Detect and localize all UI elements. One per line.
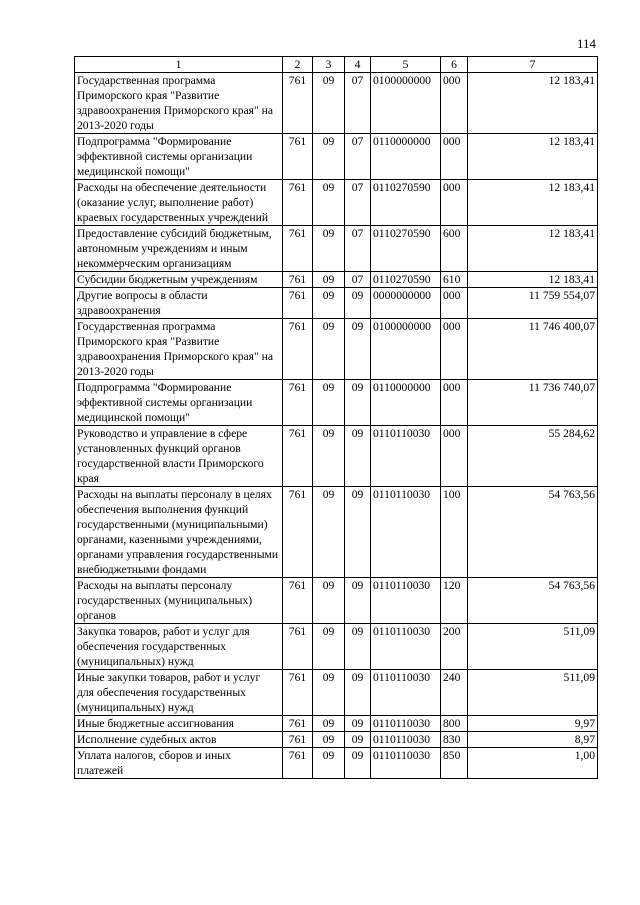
column-number-7: 7 xyxy=(468,57,598,73)
expense-name-cell: Руководство и управление в сфере установленных функций органов государственной власти Приморского края xyxy=(75,426,283,487)
section-code-cell: 09 xyxy=(313,748,345,779)
table-row xyxy=(75,624,598,670)
expense-name-cell: Субсидии бюджетным учреждениям xyxy=(75,272,283,288)
section-code-cell: 09 xyxy=(313,670,345,716)
subsection-code-cell: 09 xyxy=(345,670,371,716)
section-code-cell: 09 xyxy=(313,134,345,180)
expense-type-cell: 000 xyxy=(441,180,468,226)
grbs-code-cell: 761 xyxy=(283,716,313,732)
table-row xyxy=(75,272,598,288)
amount-cell: 54 763,56 xyxy=(468,487,598,578)
table-row xyxy=(75,134,598,180)
expense-name-cell: Подпрограмма "Формирование эффективной системы организации медицинской помощи" xyxy=(75,380,283,426)
section-code-cell: 09 xyxy=(313,716,345,732)
table-row xyxy=(75,578,598,624)
subsection-code-cell: 07 xyxy=(345,134,371,180)
target-article-cell: 0110110030 xyxy=(371,624,441,670)
grbs-code-cell: 761 xyxy=(283,380,313,426)
target-article-cell: 0110270590 xyxy=(371,180,441,226)
section-code-cell: 09 xyxy=(313,272,345,288)
section-code-cell: 09 xyxy=(313,226,345,272)
grbs-code-cell: 761 xyxy=(283,670,313,716)
expense-name-cell: Уплата налогов, сборов и иных платежей xyxy=(75,748,283,779)
target-article-cell: 0000000000 xyxy=(371,288,441,319)
amount-cell: 11 736 740,07 xyxy=(468,380,598,426)
table-row xyxy=(75,732,598,748)
table-row xyxy=(75,226,598,272)
subsection-code-cell: 09 xyxy=(345,732,371,748)
subsection-code-cell: 07 xyxy=(345,180,371,226)
table-row xyxy=(75,288,598,319)
expense-type-cell: 600 xyxy=(441,226,468,272)
grbs-code-cell: 761 xyxy=(283,180,313,226)
section-code-cell: 09 xyxy=(313,426,345,487)
amount-cell: 12 183,41 xyxy=(468,180,598,226)
amount-cell: 511,09 xyxy=(468,624,598,670)
target-article-cell: 0110270590 xyxy=(371,272,441,288)
grbs-code-cell: 761 xyxy=(283,732,313,748)
section-code-cell: 09 xyxy=(313,180,345,226)
expense-type-cell: 800 xyxy=(441,716,468,732)
table-body xyxy=(75,73,598,779)
expense-type-cell: 000 xyxy=(441,134,468,180)
page-number: 114 xyxy=(576,36,596,51)
section-code-cell: 09 xyxy=(313,288,345,319)
subsection-code-cell: 07 xyxy=(345,272,371,288)
table-row xyxy=(75,180,598,226)
expense-type-cell: 830 xyxy=(441,732,468,748)
expense-name-cell: Государственная программа Приморского края "Развитие здравоохранения Приморского края" на 2013-2020 годы xyxy=(75,319,283,380)
target-article-cell: 0110110030 xyxy=(371,426,441,487)
grbs-code-cell: 761 xyxy=(283,748,313,779)
subsection-code-cell: 09 xyxy=(345,716,371,732)
expense-name-cell: Расходы на выплаты персоналу государственных (муниципальных) органов xyxy=(75,578,283,624)
column-number-1: 1 xyxy=(75,57,283,73)
amount-cell: 511,09 xyxy=(468,670,598,716)
table-row xyxy=(75,748,598,779)
target-article-cell: 0100000000 xyxy=(371,73,441,134)
target-article-cell: 0110110030 xyxy=(371,748,441,779)
column-number-row xyxy=(75,57,598,73)
expense-type-cell: 200 xyxy=(441,624,468,670)
column-number-3: 3 xyxy=(313,57,345,73)
subsection-code-cell: 09 xyxy=(345,487,371,578)
expense-name-cell: Иные бюджетные ассигнования xyxy=(75,716,283,732)
subsection-code-cell: 09 xyxy=(345,748,371,779)
subsection-code-cell: 09 xyxy=(345,288,371,319)
subsection-code-cell: 07 xyxy=(345,226,371,272)
amount-cell: 12 183,41 xyxy=(468,272,598,288)
target-article-cell: 0110270590 xyxy=(371,226,441,272)
grbs-code-cell: 761 xyxy=(283,134,313,180)
section-code-cell: 09 xyxy=(313,319,345,380)
grbs-code-cell: 761 xyxy=(283,624,313,670)
subsection-code-cell: 07 xyxy=(345,73,371,134)
section-code-cell: 09 xyxy=(313,578,345,624)
expense-type-cell: 000 xyxy=(441,288,468,319)
target-article-cell: 0110110030 xyxy=(371,732,441,748)
amount-cell: 9,97 xyxy=(468,716,598,732)
expense-type-cell: 000 xyxy=(441,73,468,134)
grbs-code-cell: 761 xyxy=(283,226,313,272)
table-row xyxy=(75,319,598,380)
target-article-cell: 0110110030 xyxy=(371,578,441,624)
target-article-cell: 0110110030 xyxy=(371,487,441,578)
grbs-code-cell: 761 xyxy=(283,426,313,487)
expense-name-cell: Расходы на выплаты персоналу в целях обеспечения выполнения функций государственными (муниципальными) органами, казенными учреждениями, органами управления государственными внебюджетными фондами xyxy=(75,487,283,578)
expense-name-cell: Иные закупки товаров, работ и услуг для обеспечения государственных (муниципальных) нужд xyxy=(75,670,283,716)
table-row xyxy=(75,380,598,426)
column-number-4: 4 xyxy=(345,57,371,73)
target-article-cell: 0110110030 xyxy=(371,670,441,716)
expense-name-cell: Государственная программа Приморского края "Развитие здравоохранения Приморского края" на 2013-2020 годы xyxy=(75,73,283,134)
amount-cell: 11 746 400,07 xyxy=(468,319,598,380)
amount-cell: 8,97 xyxy=(468,732,598,748)
subsection-code-cell: 09 xyxy=(345,624,371,670)
expense-name-cell: Исполнение судебных актов xyxy=(75,732,283,748)
amount-cell: 1,00 xyxy=(468,748,598,779)
budget-table xyxy=(74,56,598,779)
table-row xyxy=(75,716,598,732)
expense-type-cell: 850 xyxy=(441,748,468,779)
grbs-code-cell: 761 xyxy=(283,319,313,380)
amount-cell: 54 763,56 xyxy=(468,578,598,624)
expense-type-cell: 000 xyxy=(441,380,468,426)
section-code-cell: 09 xyxy=(313,380,345,426)
amount-cell: 11 759 554,07 xyxy=(468,288,598,319)
grbs-code-cell: 761 xyxy=(283,578,313,624)
target-article-cell: 0110110030 xyxy=(371,716,441,732)
target-article-cell: 0100000000 xyxy=(371,319,441,380)
expense-type-cell: 000 xyxy=(441,426,468,487)
table-row xyxy=(75,73,598,134)
table-row xyxy=(75,426,598,487)
target-article-cell: 0110000000 xyxy=(371,380,441,426)
amount-cell: 55 284,62 xyxy=(468,426,598,487)
expense-name-cell: Подпрограмма "Формирование эффективной системы организации медицинской помощи" xyxy=(75,134,283,180)
target-article-cell: 0110000000 xyxy=(371,134,441,180)
amount-cell: 12 183,41 xyxy=(468,226,598,272)
amount-cell: 12 183,41 xyxy=(468,134,598,180)
column-number-2: 2 xyxy=(283,57,313,73)
section-code-cell: 09 xyxy=(313,732,345,748)
expense-name-cell: Другие вопросы в области здравоохранения xyxy=(75,288,283,319)
section-code-cell: 09 xyxy=(313,487,345,578)
column-number-5: 5 xyxy=(371,57,441,73)
grbs-code-cell: 761 xyxy=(283,487,313,578)
subsection-code-cell: 09 xyxy=(345,319,371,380)
expense-name-cell: Расходы на обеспечение деятельности (оказание услуг, выполнение работ) краевых государственных учреждений xyxy=(75,180,283,226)
expense-type-cell: 100 xyxy=(441,487,468,578)
expense-type-cell: 120 xyxy=(441,578,468,624)
table-row xyxy=(75,487,598,578)
grbs-code-cell: 761 xyxy=(283,288,313,319)
grbs-code-cell: 761 xyxy=(283,73,313,134)
subsection-code-cell: 09 xyxy=(345,380,371,426)
grbs-code-cell: 761 xyxy=(283,272,313,288)
expense-type-cell: 240 xyxy=(441,670,468,716)
expense-type-cell: 610 xyxy=(441,272,468,288)
amount-cell: 12 183,41 xyxy=(468,73,598,134)
expense-type-cell: 000 xyxy=(441,319,468,380)
table-row xyxy=(75,670,598,716)
section-code-cell: 09 xyxy=(313,73,345,134)
column-number-6: 6 xyxy=(441,57,468,73)
subsection-code-cell: 09 xyxy=(345,426,371,487)
section-code-cell: 09 xyxy=(313,624,345,670)
expense-name-cell: Предоставление субсидий бюджетным, автономным учреждениям и иным некоммерческим организациям xyxy=(75,226,283,272)
expense-name-cell: Закупка товаров, работ и услуг для обеспечения государственных (муниципальных) нужд xyxy=(75,624,283,670)
subsection-code-cell: 09 xyxy=(345,578,371,624)
